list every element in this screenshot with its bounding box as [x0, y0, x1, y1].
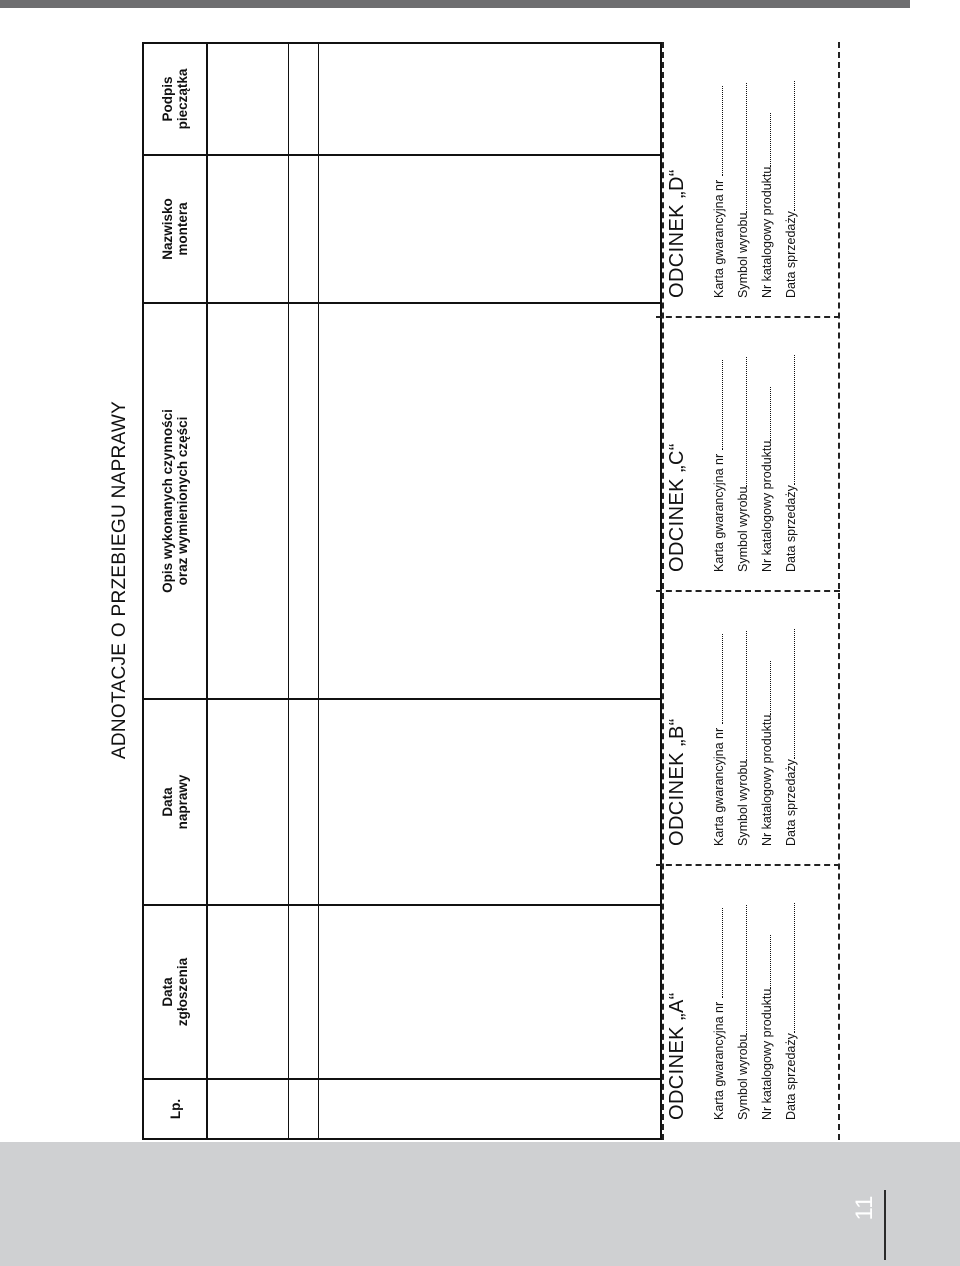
coupons-section: [656, 42, 840, 1140]
coupon-field: [784, 81, 798, 298]
coupon-field-label: Karta gwarancyjna nr: [712, 453, 726, 572]
coupon-field-label: Symbol wyrobu: [736, 212, 750, 298]
coupon-field: [736, 905, 750, 1120]
coupon-title: ODCINEK „B“: [666, 718, 688, 846]
coupon-field: [784, 903, 798, 1120]
column-divider: [144, 904, 660, 906]
header-opis: Opis wykonanych czynności oraz wymienionych części: [160, 409, 190, 593]
repair-table: [142, 42, 662, 1140]
coupon-field-label: Data sprzedaży: [784, 211, 798, 298]
header-podpis-pieczatka: Podpis pieczątka: [160, 68, 190, 130]
coupon-field: [760, 661, 774, 846]
coupon-d: [656, 48, 840, 318]
coupon-field-label: Data sprzedaży: [784, 759, 798, 846]
coupon-field: [760, 387, 774, 572]
page-number-divider: [884, 1190, 886, 1260]
coupon-a: [656, 870, 840, 1140]
coupon-field-label: Symbol wyrobu: [736, 1034, 750, 1120]
coupon-field-label: Karta gwarancyjna nr: [712, 179, 726, 298]
coupon-c: [656, 322, 840, 592]
coupon-field: [736, 357, 750, 572]
coupon-field: [784, 355, 798, 572]
coupon-field-label: Data sprzedaży: [784, 1033, 798, 1120]
coupon-field-label: Nr katalogowy produktu: [760, 440, 774, 572]
coupon-field: [760, 113, 774, 298]
coupon-field-label: Symbol wyrobu: [736, 760, 750, 846]
row-divider: [318, 44, 319, 1138]
header-data-naprawy: Data naprawy: [160, 774, 190, 830]
header-data-zgloszenia: Data zgłoszenia: [160, 957, 190, 1027]
top-bar: [0, 0, 910, 8]
table-header-row: [144, 44, 208, 1138]
coupon-title: ODCINEK „C“: [666, 443, 688, 572]
coupon-field-label: Nr katalogowy produktu: [760, 166, 774, 298]
coupon-field: [712, 86, 726, 298]
column-divider: [144, 302, 660, 304]
coupon-field: [712, 360, 726, 572]
coupon-field-label: Karta gwarancyjna nr: [712, 1001, 726, 1120]
coupon-field: [712, 908, 726, 1120]
coupon-field: [712, 634, 726, 846]
page-number: 11: [851, 1195, 878, 1221]
column-divider: [144, 1078, 660, 1080]
coupon-title: ODCINEK „A“: [666, 992, 688, 1120]
coupon-b: [656, 596, 840, 866]
coupon-field: [736, 631, 750, 846]
coupon-field: [736, 83, 750, 298]
coupon-field: [784, 629, 798, 846]
page-footer: [0, 1142, 960, 1266]
column-divider: [144, 698, 660, 700]
coupon-title: ODCINEK „D“: [666, 169, 688, 298]
coupon-field-label: Data sprzedaży: [784, 485, 798, 572]
form-title: ADNOTACJE O PRZEBIEGU NAPRAWY: [109, 400, 130, 760]
rotated-form: [100, 20, 840, 1140]
coupon-field: [760, 935, 774, 1120]
header-lp: Lp.: [167, 1098, 183, 1120]
header-nazwisko-montera: Nazwisko montera: [160, 198, 190, 260]
coupon-field-label: Nr katalogowy produktu: [760, 988, 774, 1120]
column-divider: [144, 154, 660, 156]
row-divider: [288, 44, 289, 1138]
coupon-field-label: Nr katalogowy produktu: [760, 714, 774, 846]
coupon-field-label: Symbol wyrobu: [736, 486, 750, 572]
coupon-field-label: Karta gwarancyjna nr: [712, 727, 726, 846]
